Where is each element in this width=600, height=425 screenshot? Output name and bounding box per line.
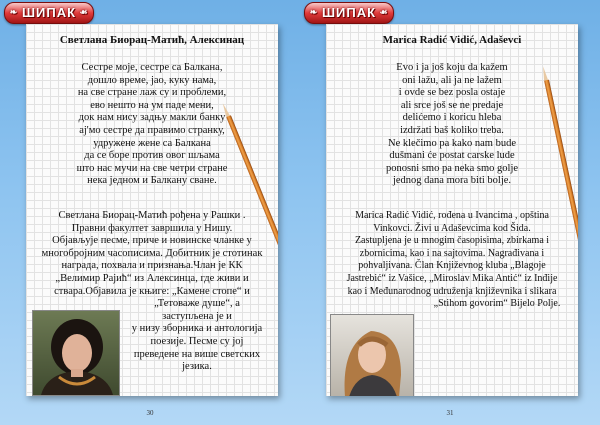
bio-line: у низу зборника и антологија — [131, 323, 263, 335]
poem-line: i ovde se bez posla ostaje — [398, 87, 506, 99]
portrait-image — [33, 311, 119, 395]
bio-line: Светлана Биорац-Матић рођена у Рашки . — [58, 210, 246, 221]
wing-icon: ❧ — [9, 7, 19, 17]
bio-line: zbornicima, kao i na sajtovima. Nagrađivana i — [359, 247, 545, 259]
author-title: Marica Radić Vidić, Adaševci — [382, 34, 522, 46]
logo-text: ШИПАК — [21, 5, 77, 20]
author-title: Светлана Биорац-Матић, Алексинац — [59, 34, 245, 46]
sipak-logo — [4, 2, 94, 24]
sipak-logo — [304, 2, 394, 24]
bio-line: Објављује песме, приче и новинске чланке у — [52, 235, 252, 247]
bio-line: језика. — [182, 361, 212, 373]
poem-line: aj'мо сестре да правимо странку, — [79, 124, 225, 136]
author-bio — [328, 210, 576, 311]
bio-line: поезије. Песме су јој — [150, 335, 244, 347]
poem-line: да се боре против овог шљама — [84, 150, 220, 162]
poem-line: ponosni smo pa neka smo golje — [385, 162, 519, 174]
bio-line: заступљена је и — [162, 310, 232, 322]
grid-paper — [26, 24, 278, 396]
poem-line: izdržati baš koliko treba. — [400, 124, 504, 136]
poem-line: Evo i ja još koju da kažem — [396, 62, 508, 73]
poem-line: Ne klečimo pa kako nam bude — [388, 137, 516, 149]
bio-line: Zastupljena je u mnogim časopisima, zbirkama i — [354, 235, 550, 247]
poem-line: Сестре моје, сестре са Балкана, — [81, 62, 223, 73]
poem-line: jednog dana mora biti bolje. — [392, 175, 512, 187]
bio-line: Marica Radić Vidić, rođena u Ivancima , opština — [355, 210, 549, 221]
poem — [26, 62, 278, 188]
grid-paper — [326, 24, 578, 396]
poem — [326, 62, 578, 188]
poem-line: oni lažu, ali ja ne lažem — [402, 74, 502, 86]
wing-icon: ☙ — [79, 7, 89, 17]
poem-line: удружене жене са Балкана — [93, 137, 211, 149]
poem-line: нека једном и Балкану сване. — [87, 175, 217, 187]
bio-line: ствара.Објавила је књиге: „Камене стопе“ и — [54, 285, 250, 297]
page-number: 31 — [446, 409, 454, 417]
poem-line: ево нешто на ум паде мени, — [90, 99, 214, 111]
poem-line: delićemo i koricu hleba — [402, 112, 502, 124]
poem-line: док нам нису задњу макли банку — [78, 112, 226, 124]
poem-line: ali srce još se ne predaje — [400, 99, 504, 111]
bio-line: Jastrebić“ iz Vašice, „Miroslav Mika Antić“ iz Inđije — [346, 272, 558, 284]
bio-line: преведене на више светских — [133, 348, 261, 360]
wing-icon: ☙ — [379, 7, 389, 17]
bio-line: многобројним часописима. Добитник је стотинак — [41, 247, 263, 259]
page-number: 30 — [146, 409, 154, 417]
bio-line: наградa, похвала и признања.Члан је КК — [61, 260, 243, 272]
bio-line: Vinkovci. Živi u Adaševcima kod Šida. — [373, 222, 531, 234]
poem-line: dušmani će postat carske lude — [389, 150, 515, 162]
poem-line: што нас мучи на све четри стране — [76, 162, 228, 174]
wing-icon: ❧ — [309, 7, 319, 17]
logo-text: ШИПАК — [321, 5, 377, 20]
bio-line: kao i Međunarodnog udruženja književnika i slikara — [347, 285, 557, 297]
poem-line: на све стране лаж су и проблеми, — [77, 87, 227, 99]
poem-line: дошло време, јао, куку нама, — [87, 74, 217, 86]
bio-line: Правни факултет завршила у Нишу. — [71, 222, 233, 234]
portrait-image — [331, 315, 413, 396]
bio-line: pohvaljivana. Član Književnog kluba „Blagoje — [358, 260, 546, 272]
author-photo — [32, 310, 120, 396]
bio-line: „Stihom govorim“ Bijelo Polje. — [433, 298, 561, 310]
page-right — [300, 0, 600, 425]
bio-line: „Тетоваже душе“, а — [154, 298, 240, 310]
author-photo — [330, 314, 414, 396]
bio-line: „Велимир Рајић“ из Алексинца, где живи и — [55, 272, 249, 284]
